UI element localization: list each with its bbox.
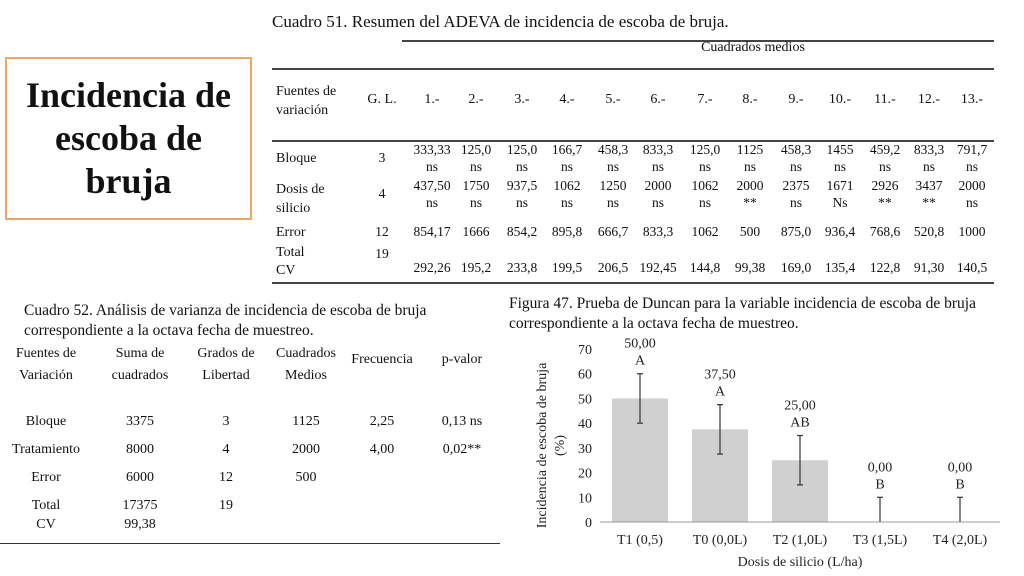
gl-cell: 3 bbox=[378, 150, 386, 165]
col-fecha-header: 6.- bbox=[650, 92, 666, 107]
table-header: p-valor bbox=[441, 352, 483, 367]
sig-cell: ns bbox=[651, 159, 664, 174]
sig-cell: ns bbox=[922, 159, 935, 174]
value-cell: 135,4 bbox=[824, 260, 856, 275]
value-cell: 2375 bbox=[782, 178, 810, 193]
table-header: Frecuencia bbox=[351, 352, 413, 367]
gl-cell: 4 bbox=[378, 186, 386, 201]
col-fuentes-header: Fuentes de variación bbox=[276, 84, 337, 118]
sig-cell: ns bbox=[965, 159, 978, 174]
value-cell: 125,0 bbox=[460, 142, 492, 157]
table-bottom-rule bbox=[0, 543, 500, 544]
data-label: 0,00 bbox=[867, 460, 893, 476]
sig-cell: ns bbox=[833, 159, 846, 174]
table-cell: Bloque bbox=[25, 414, 67, 429]
sig-cell: Ns bbox=[832, 195, 848, 210]
header-rule bbox=[272, 68, 994, 70]
sig-cell: ns bbox=[789, 159, 802, 174]
sig-cell: ns bbox=[560, 159, 573, 174]
sig-cell: ** bbox=[743, 195, 757, 210]
value-cell: 1125 bbox=[736, 142, 764, 157]
data-label: 0,00 bbox=[947, 460, 973, 476]
duncan-group-label: B bbox=[875, 477, 885, 493]
y-tick-label: 40 bbox=[578, 417, 592, 433]
value-cell: 936,4 bbox=[824, 224, 856, 239]
gl-cell: 12 bbox=[375, 224, 389, 239]
value-cell: 144,8 bbox=[689, 260, 721, 275]
value-cell: 2000 bbox=[736, 178, 764, 193]
col-fecha-header: 10.- bbox=[828, 92, 852, 107]
table-cell: 19 bbox=[219, 498, 233, 513]
value-cell: 1062 bbox=[553, 178, 581, 193]
table-cell: 12 bbox=[219, 470, 233, 485]
y-tick-label: 60 bbox=[578, 367, 592, 383]
value-cell: 1000 bbox=[958, 224, 986, 239]
value-cell: 520,8 bbox=[913, 224, 945, 239]
table-cell: 4 bbox=[222, 442, 230, 457]
value-cell: 3437 bbox=[915, 178, 943, 193]
value-cell: 833,3 bbox=[642, 142, 674, 157]
sig-cell: ns bbox=[606, 159, 619, 174]
table-cell: Tratamiento bbox=[12, 442, 80, 457]
value-cell: 1250 bbox=[599, 178, 627, 193]
value-cell: 292,26 bbox=[413, 260, 451, 275]
sig-cell: ns bbox=[515, 159, 528, 174]
slide-title bbox=[5, 57, 252, 220]
duncan-group-label: A bbox=[714, 384, 726, 400]
table-cell: 99,38 bbox=[124, 517, 156, 532]
table-cell: 0,13 ns bbox=[441, 414, 483, 429]
row-label: Total bbox=[276, 245, 305, 260]
col-fecha-header: 11.- bbox=[874, 92, 896, 107]
col-fecha-header: 7.- bbox=[697, 92, 713, 107]
value-cell: 192,45 bbox=[639, 260, 677, 275]
x-tick-label: T3 (1,5L) bbox=[852, 533, 908, 548]
sig-cell: ns bbox=[789, 195, 802, 210]
x-tick-label: T2 (1,0L) bbox=[772, 533, 828, 548]
value-cell: 2926 bbox=[871, 178, 899, 193]
x-tick-label: T0 (0,0L) bbox=[692, 533, 748, 548]
table-cell: 2000 bbox=[292, 442, 320, 457]
value-cell: 459,2 bbox=[869, 142, 901, 157]
value-cell: 458,3 bbox=[780, 142, 812, 157]
value-cell: 937,5 bbox=[506, 178, 538, 193]
sig-cell: ns bbox=[965, 195, 978, 210]
table-header: Variación bbox=[19, 368, 73, 383]
x-axis-title: Dosis de silicio (L/ha) bbox=[737, 555, 863, 570]
duncan-bar-chart bbox=[520, 335, 1020, 575]
table-cell: 17375 bbox=[122, 498, 158, 513]
table-cell: Total bbox=[31, 498, 61, 513]
value-cell: 91,30 bbox=[913, 260, 945, 275]
col-fecha-header: 13.- bbox=[960, 92, 984, 107]
data-label: 50,00 bbox=[624, 336, 656, 352]
col-fecha-header: 3.- bbox=[514, 92, 530, 107]
value-cell: 125,0 bbox=[506, 142, 538, 157]
value-cell: 458,3 bbox=[597, 142, 629, 157]
sig-cell: ns bbox=[698, 195, 711, 210]
value-cell: 833,3 bbox=[642, 224, 674, 239]
value-cell: 875,0 bbox=[780, 224, 812, 239]
table-cell: 2,25 bbox=[369, 414, 395, 429]
table-header: Fuentes de bbox=[15, 346, 77, 361]
row-label: Dosis de silicio bbox=[276, 182, 325, 216]
value-cell: 768,6 bbox=[869, 224, 901, 239]
sig-cell: ns bbox=[651, 195, 664, 210]
sig-cell: ns bbox=[606, 195, 619, 210]
table-bottom-rule bbox=[272, 282, 994, 284]
duncan-group-label: A bbox=[634, 353, 646, 369]
sig-cell: ns bbox=[469, 159, 482, 174]
duncan-group-label: B bbox=[955, 477, 965, 493]
table-cell: 0,02** bbox=[442, 442, 482, 457]
table-cell: 4,00 bbox=[369, 442, 395, 457]
figure-47-caption: Figura 47. Prueba de Duncan para la variable incidencia de escoba de bruja correspondiente a la octava fecha de muestreo. bbox=[509, 295, 976, 332]
sig-cell: ns bbox=[560, 195, 573, 210]
group-header: Cuadrados medios bbox=[701, 40, 805, 55]
value-cell: 500 bbox=[739, 224, 761, 239]
col-fecha-header: 2.- bbox=[468, 92, 484, 107]
value-cell: 791,7 bbox=[956, 142, 988, 157]
value-cell: 895,8 bbox=[551, 224, 583, 239]
value-cell: 99,38 bbox=[734, 260, 766, 275]
cuadro-51-table bbox=[272, 38, 994, 284]
table-cell: 6000 bbox=[126, 470, 154, 485]
col-fecha-header: 9.- bbox=[788, 92, 804, 107]
col-fecha-header: 1.- bbox=[424, 92, 440, 107]
gl-cell: 19 bbox=[375, 246, 389, 261]
row-label: CV bbox=[276, 263, 296, 278]
table-cell: 500 bbox=[295, 470, 317, 485]
y-axis-title-line: Incidencia de escoba de bruja bbox=[535, 362, 550, 529]
y-axis-title bbox=[535, 362, 568, 528]
value-cell: 1062 bbox=[691, 224, 719, 239]
row-label: Error bbox=[276, 225, 306, 240]
value-cell: 233,8 bbox=[506, 260, 538, 275]
y-tick-label: 10 bbox=[578, 491, 592, 507]
y-tick-label: 0 bbox=[585, 516, 592, 531]
table-cell: CV bbox=[36, 517, 56, 532]
y-tick-label: 20 bbox=[578, 466, 592, 482]
y-tick-label: 30 bbox=[578, 441, 592, 457]
value-cell: 122,8 bbox=[869, 260, 901, 275]
data-label: 25,00 bbox=[784, 398, 816, 414]
value-cell: 169,0 bbox=[780, 260, 812, 275]
table-header: Cuadrados bbox=[276, 346, 336, 361]
table-header: Libertad bbox=[202, 368, 250, 383]
value-cell: 854,17 bbox=[413, 224, 451, 239]
sig-cell: ns bbox=[698, 159, 711, 174]
value-cell: 140,5 bbox=[956, 260, 988, 275]
slide-title-text: Incidencia de escoba de bruja bbox=[25, 75, 231, 201]
value-cell: 206,5 bbox=[597, 260, 629, 275]
table-cell: 3 bbox=[222, 414, 230, 429]
sig-cell: ns bbox=[878, 159, 891, 174]
table-header: Medios bbox=[285, 368, 327, 383]
sig-cell: ns bbox=[743, 159, 756, 174]
value-cell: 1455 bbox=[826, 142, 854, 157]
value-cell: 199,5 bbox=[551, 260, 583, 275]
table-header: Suma de bbox=[115, 346, 165, 361]
sig-cell: ** bbox=[922, 195, 936, 210]
col-fecha-header: 4.- bbox=[559, 92, 575, 107]
sig-cell: ns bbox=[515, 195, 528, 210]
table-header: Grados de bbox=[197, 346, 255, 361]
col-fecha-header: 8.- bbox=[742, 92, 758, 107]
value-cell: 854,2 bbox=[506, 224, 538, 239]
value-cell: 2000 bbox=[958, 178, 986, 193]
value-cell: 833,3 bbox=[913, 142, 945, 157]
cuadro-52-table bbox=[0, 340, 500, 545]
x-tick-label: T1 (0,5) bbox=[617, 533, 663, 548]
value-cell: 2000 bbox=[644, 178, 672, 193]
sig-cell: ns bbox=[425, 195, 438, 210]
x-tick-label: T4 (2,0L) bbox=[932, 533, 988, 548]
sig-cell: ns bbox=[469, 195, 482, 210]
y-axis-title-line: (%) bbox=[553, 435, 568, 456]
cuadro-52-caption: Cuadro 52. Análisis de varianza de incidencia de escoba de bruja correspondiente a la octava fecha de muestreo. bbox=[24, 302, 427, 339]
value-cell: 333,33 bbox=[413, 142, 451, 157]
value-cell: 1671 bbox=[826, 178, 854, 193]
table-header: cuadrados bbox=[111, 368, 169, 383]
data-label: 37,50 bbox=[704, 367, 736, 383]
value-cell: 666,7 bbox=[597, 224, 629, 239]
value-cell: 125,0 bbox=[689, 142, 721, 157]
value-cell: 1666 bbox=[462, 224, 490, 239]
col-fecha-header: 5.- bbox=[605, 92, 621, 107]
row-label: Bloque bbox=[276, 151, 317, 166]
table-cell: Error bbox=[31, 470, 61, 485]
y-tick-label: 50 bbox=[578, 392, 592, 408]
value-cell: 195,2 bbox=[460, 260, 492, 275]
sig-cell: ns bbox=[425, 159, 438, 174]
y-tick-label: 70 bbox=[578, 343, 592, 358]
table-cell: 1125 bbox=[292, 414, 320, 429]
sig-cell: ** bbox=[878, 195, 892, 210]
value-cell: 1750 bbox=[462, 178, 490, 193]
table-cell: 8000 bbox=[126, 442, 154, 457]
cuadro-51-caption: Cuadro 51. Resumen del ADEVA de incidencia de escoba de bruja. bbox=[272, 12, 729, 31]
col-fecha-header: 12.- bbox=[917, 92, 941, 107]
value-cell: 166,7 bbox=[551, 142, 583, 157]
value-cell: 437,50 bbox=[413, 178, 451, 193]
duncan-group-label: AB bbox=[790, 415, 810, 431]
value-cell: 1062 bbox=[691, 178, 719, 193]
table-cell: 3375 bbox=[126, 414, 154, 429]
col-gl-header: G. L. bbox=[367, 92, 397, 107]
